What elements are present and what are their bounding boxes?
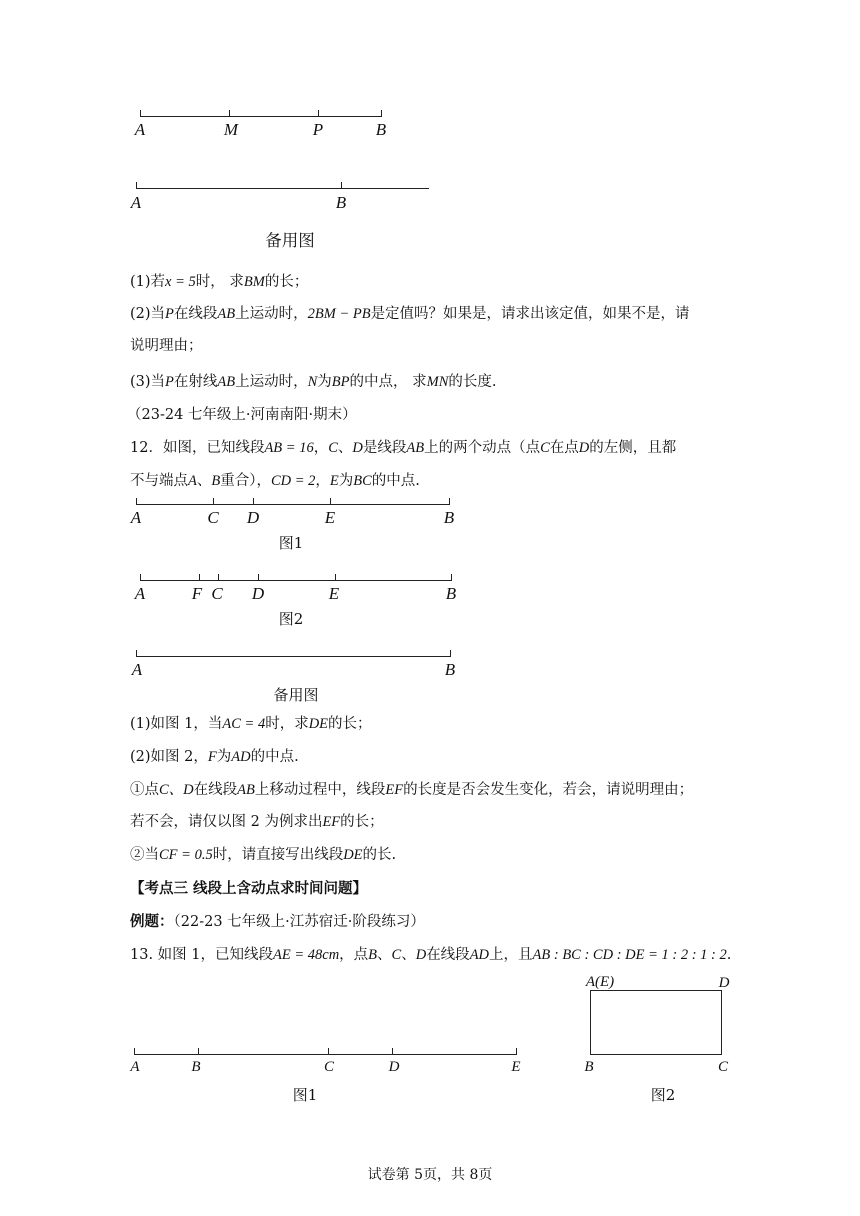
point-label: B <box>443 508 455 527</box>
figure-caption: 图2 <box>650 1086 676 1104</box>
tick-mark <box>134 1048 135 1055</box>
rectangle-shape <box>590 990 722 1055</box>
point-label: E <box>324 508 336 527</box>
tick-mark <box>335 574 336 581</box>
point-label: D <box>718 975 730 991</box>
segment-line <box>136 656 451 657</box>
tick-mark <box>199 574 200 581</box>
page-footer: 试卷第 5页，共 8页 <box>367 1167 493 1183</box>
point-label: A <box>131 660 143 679</box>
tick-mark <box>516 1048 517 1055</box>
tick-mark <box>198 1048 199 1055</box>
point-label: M <box>223 120 239 139</box>
segment-line <box>140 580 452 581</box>
example-line: 例题：（22-23 七年级上·江苏宿迁·阶段练习） <box>130 913 425 930</box>
tick-mark <box>318 110 319 117</box>
point-label: C <box>717 1059 729 1075</box>
q11-part3: (3)当P在射线AB上运动时，N为BP的中点， 求MN的长度. <box>130 374 497 390</box>
figure-caption: 备用图 <box>273 686 319 704</box>
tick-mark <box>449 498 450 505</box>
tick-mark <box>229 110 230 117</box>
tick-mark <box>253 498 254 505</box>
point-label: P <box>312 120 324 139</box>
point-label: A <box>134 120 146 139</box>
section-heading: 【考点三 线段上含动点求时间问题】 <box>130 880 368 897</box>
point-label: F <box>191 584 203 603</box>
tick-mark <box>218 574 219 581</box>
point-label: D <box>251 584 265 603</box>
point-label: B <box>444 660 456 679</box>
figure-caption: 图1 <box>278 534 304 552</box>
point-label: D <box>246 508 260 527</box>
tick-mark <box>330 498 331 505</box>
tick-mark <box>392 1048 393 1055</box>
q12-stem-line2: 不与端点A、B重合），CD = 2，E为BC的中点. <box>130 473 420 489</box>
tick-mark <box>341 182 342 189</box>
tick-mark <box>140 574 141 581</box>
q12-part2-sub1: ①点C、D在线段AB上移动过程中，线段EF的长度是否会发生变化，若会，请说明理由； <box>130 782 694 798</box>
figure-caption: 图1 <box>292 1086 318 1104</box>
point-label: B <box>445 584 457 603</box>
tick-mark <box>328 1048 329 1055</box>
tick-mark <box>451 574 452 581</box>
point-label: A(E) <box>585 974 615 990</box>
segment-line <box>140 116 382 117</box>
tick-mark <box>140 110 141 117</box>
point-label: B <box>584 1059 594 1075</box>
segment-line <box>134 1054 517 1055</box>
tick-mark <box>213 498 214 505</box>
figure-caption: 图2 <box>278 610 304 628</box>
point-label: C <box>211 584 223 603</box>
segment-line <box>136 504 450 505</box>
point-label: A <box>134 584 146 603</box>
point-label: A <box>130 193 142 212</box>
tick-mark <box>136 650 137 657</box>
tick-mark <box>258 574 259 581</box>
q12-part2: (2)如图 2，F为AD的中点. <box>130 749 299 765</box>
point-label: A <box>130 1059 140 1075</box>
point-label: B <box>191 1059 201 1075</box>
point-label: C <box>323 1059 335 1075</box>
tick-mark <box>381 110 382 117</box>
q11-part2: (2)当P在线段AB上运动时，2BM − PB是定值吗？如果是，请求出该定值，如果不是，请 <box>130 306 690 322</box>
point-label: E <box>328 584 340 603</box>
q12-part2-sub2: ②当CF = 0.5时，请直接写出线段DE的长. <box>130 847 397 863</box>
tick-mark <box>450 650 451 657</box>
q11-part2-line2: 说明理由； <box>130 338 203 354</box>
point-label: D <box>388 1059 400 1075</box>
segment-line <box>136 188 429 189</box>
q11-part1: (1)若x = 5时， 求BM的长； <box>130 274 309 290</box>
q13-stem: 13. 如图 1，已知线段AE = 48cm，点B、C、D在线段AD上，且AB : BC : CD : DE = 1 : 2 : 1 : 2. <box>130 947 732 963</box>
tick-mark <box>136 498 137 505</box>
q12-part1: (1)如图 1，当AC = 4时，求DE的长； <box>130 716 372 732</box>
point-label: B <box>335 193 347 212</box>
q12-part2-sub1-line2: 若不会，请仅以图 2 为例求出EF的长； <box>130 814 384 830</box>
point-label: A <box>130 508 142 527</box>
point-label: E <box>511 1059 521 1075</box>
q12-stem-line1: 12．如图，已知线段AB = 16，C、D是线段AB上的两个动点（点C在点D的左侧，且都 <box>130 440 677 456</box>
tick-mark <box>136 182 137 189</box>
point-label: C <box>207 508 219 527</box>
q12-source: （23-24 七年级上·河南南阳·期末） <box>127 407 357 423</box>
point-label: B <box>375 120 387 139</box>
figure-caption: 备用图 <box>265 231 315 250</box>
